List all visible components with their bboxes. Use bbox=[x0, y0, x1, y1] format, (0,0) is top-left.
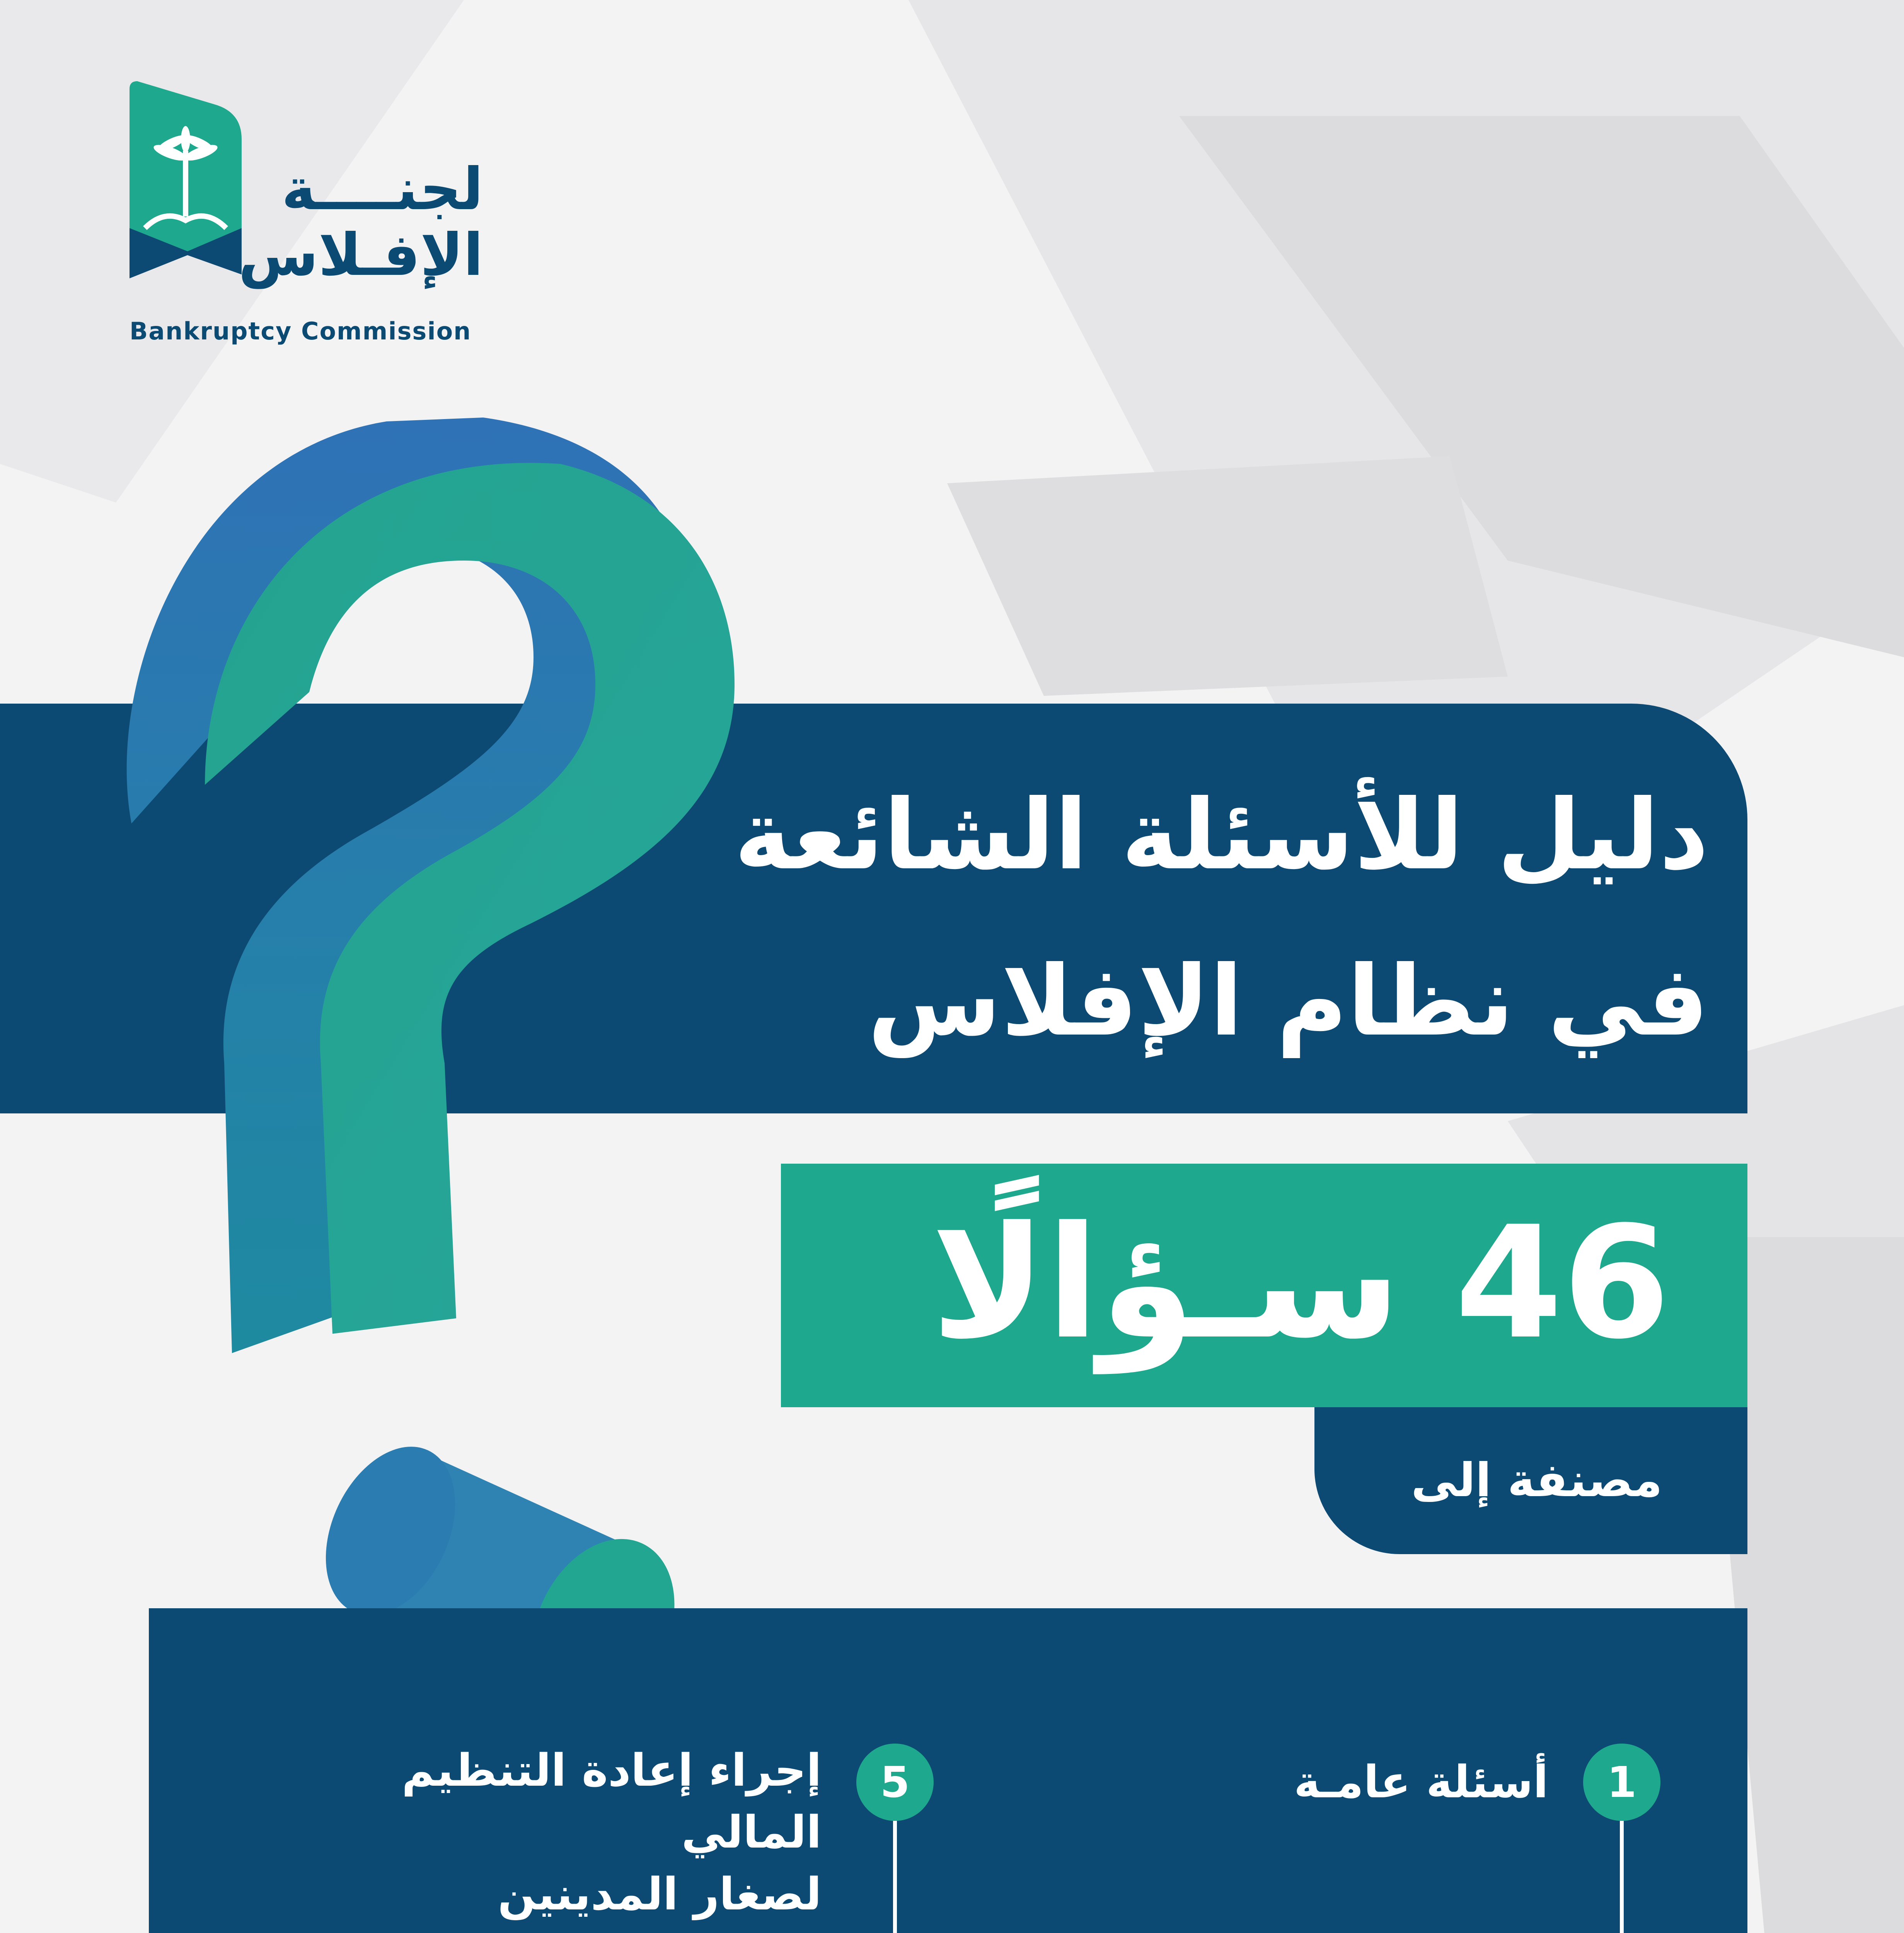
category-label: إجراء إعادة التنظيم المالي bbox=[402, 1745, 822, 1858]
categories-panel bbox=[149, 1608, 1747, 1933]
question-mark-icon bbox=[116, 406, 754, 1720]
category-item-1[interactable] bbox=[999, 1751, 1548, 1813]
category-label-line2: لصغار المدينين bbox=[498, 1868, 822, 1920]
category-number-5: 5 bbox=[856, 1744, 934, 1821]
category-number-1: 1 bbox=[1583, 1744, 1660, 1821]
category-label: أسئلة عامـة bbox=[1294, 1756, 1548, 1808]
logo-arabic-name bbox=[238, 156, 483, 289]
palm-logo-icon bbox=[130, 81, 242, 290]
category-item-5[interactable] bbox=[265, 1740, 822, 1925]
question-count-label: 46 سـؤالًا bbox=[931, 1193, 1670, 1373]
logo-arabic-line1: لجنــــة bbox=[281, 156, 483, 223]
page-title-line2: في نظام الإفلاس bbox=[868, 945, 1709, 1057]
logo-english-name: Bankruptcy Commission bbox=[130, 317, 472, 345]
logo-arabic-line2: الإفـلاس bbox=[238, 222, 483, 289]
subtitle-label: مصنفة إلى bbox=[1411, 1454, 1662, 1507]
page-title-line1: دليل للأسئلة الشائعة bbox=[734, 779, 1709, 891]
